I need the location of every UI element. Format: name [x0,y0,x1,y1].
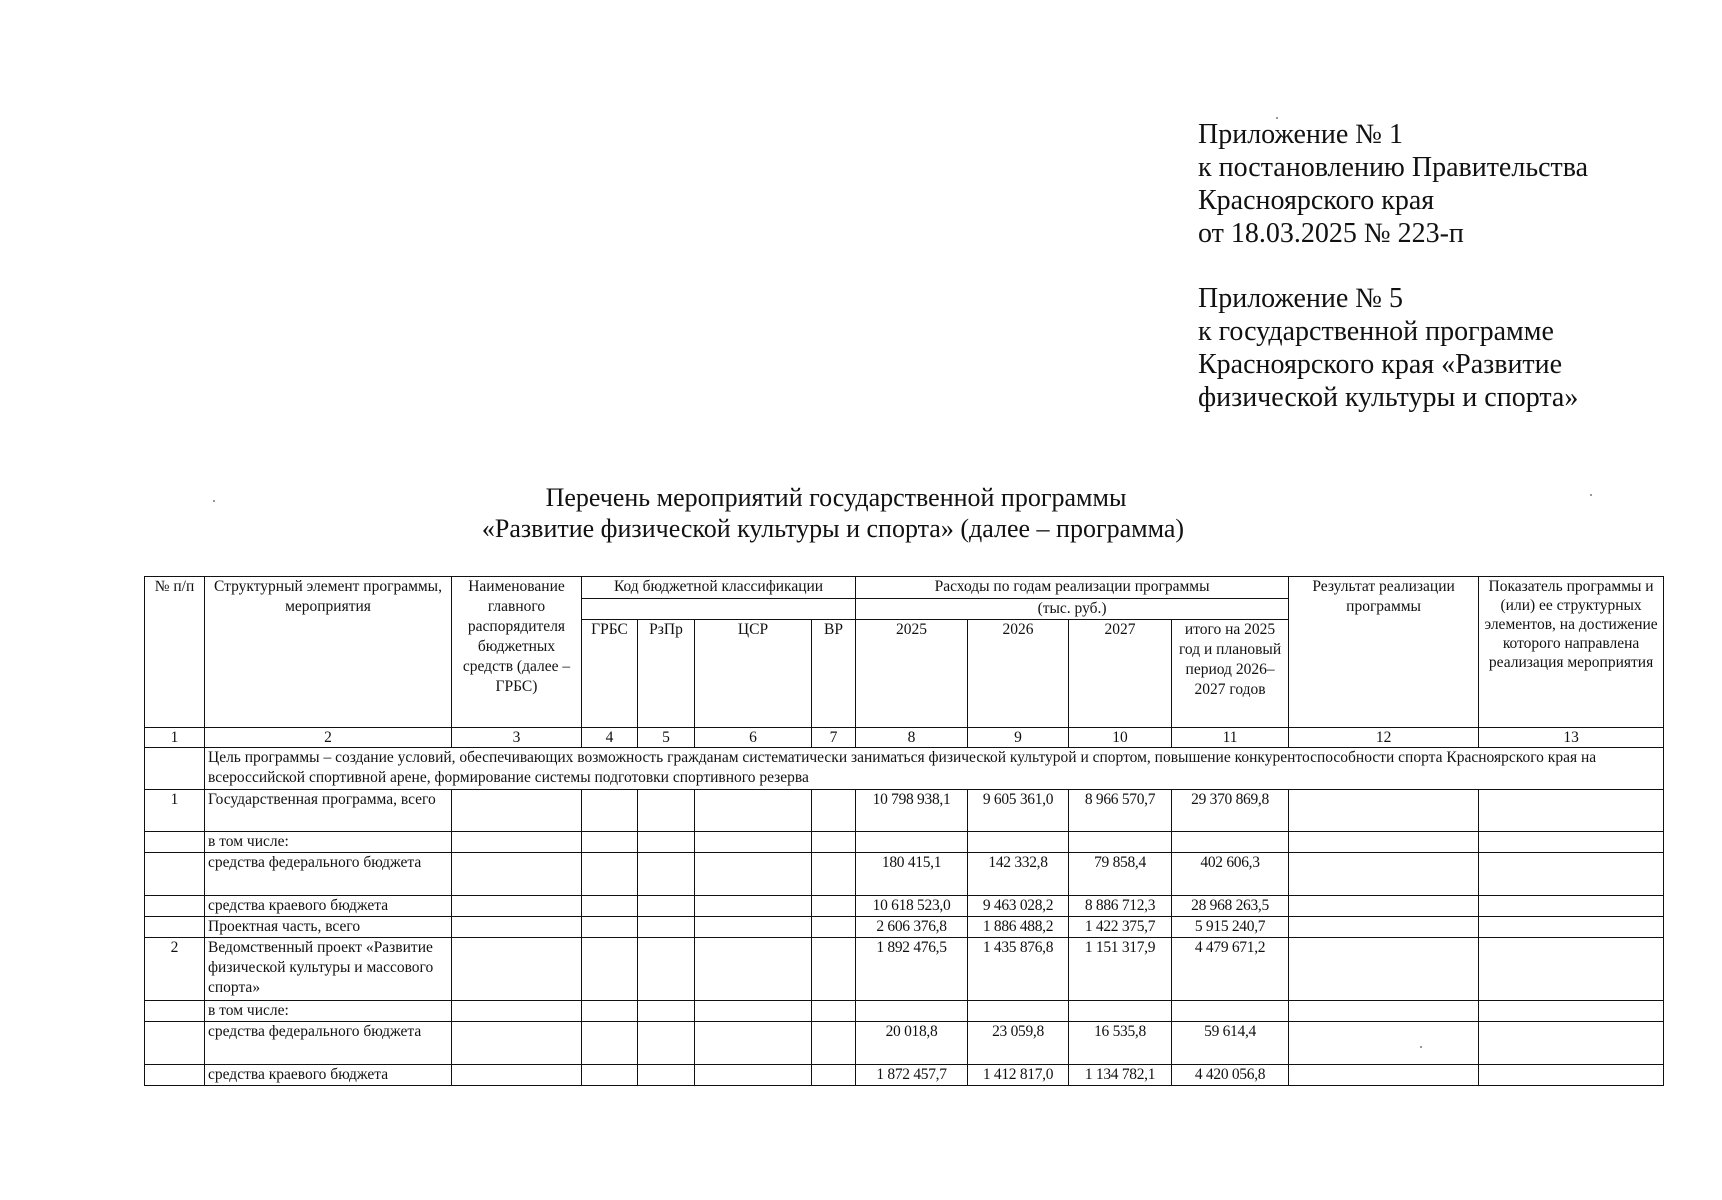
column-number: 9 [968,728,1069,748]
row-no [145,1065,205,1086]
value-2027 [1069,1001,1172,1022]
row-no: 1 [145,790,205,832]
activities-table [144,576,1664,1086]
value-2025: 1 892 476,5 [856,938,968,1001]
table-row [145,896,1664,917]
row-name: средства краевого бюджета [205,896,452,917]
header-grbs: ГРБС [582,620,638,728]
value-2026: 23 059,8 [968,1022,1069,1065]
appendix-1-header [1198,118,1588,250]
table-row [145,832,1664,853]
value-2025: 2 606 376,8 [856,917,968,938]
appendix-1-line: Приложение № 1 [1198,119,1403,150]
value-total: 4 479 671,2 [1172,938,1289,1001]
value-total: 29 370 869,8 [1172,790,1289,832]
column-number: 4 [582,728,638,748]
table-row [145,917,1664,938]
row-name: средства федерального бюджета [205,853,452,896]
row-no [145,1001,205,1022]
value-2025 [856,1001,968,1022]
value-2025: 1 872 457,7 [856,1065,968,1086]
header-expenses: Расходы по годам реализации программы [856,577,1289,599]
row-no: 2 [145,938,205,1001]
row-no [145,917,205,938]
value-2027: 8 966 570,7 [1069,790,1172,832]
row-name: средства федерального бюджета [205,1022,452,1065]
row-no [145,896,205,917]
value-2026 [968,1001,1069,1022]
value-2026: 9 605 361,0 [968,790,1069,832]
scan-speck [1590,494,1592,496]
appendix-5-line: Красноярского края «Развитие [1198,349,1563,380]
value-2025: 180 415,1 [856,853,968,896]
row-no [145,853,205,896]
row-name: в том числе: [205,832,452,853]
row-name: Проектная часть, всего [205,917,452,938]
header-indicator: Показатель программы и (или) ее структурных элементов, на достижение которого направлена реализация мероприятия [1479,577,1664,728]
column-numbers-row [145,728,1664,748]
value-2027: 8 886 712,3 [1069,896,1172,917]
column-number: 10 [1069,728,1172,748]
column-number: 13 [1479,728,1664,748]
value-total: 4 420 056,8 [1172,1065,1289,1086]
value-total [1172,1001,1289,1022]
header-element: Структурный элемент программы, мероприятия [205,577,452,728]
table-row [145,1022,1664,1065]
header-2025: 2025 [856,620,968,728]
value-2026 [968,832,1069,853]
header-result: Результат реализации программы [1289,577,1479,728]
scan-speck [213,500,215,502]
table-row [145,1001,1664,1022]
value-2027: 79 858,4 [1069,853,1172,896]
column-number: 12 [1289,728,1479,748]
table-row [145,790,1664,832]
value-total: 5 915 240,7 [1172,917,1289,938]
row-name: в том числе: [205,1001,452,1022]
header-2026: 2026 [968,620,1069,728]
document-title-line-2: «Развитие физической культуры и спорта» (далее – программа) [481,514,1185,543]
value-2027 [1069,832,1172,853]
value-2026: 142 332,8 [968,853,1069,896]
goal-row [145,748,1664,790]
header-total: итого на 2025 год и плановый период 2026–2027 годов [1172,620,1289,728]
column-number: 2 [205,728,452,748]
column-number: 7 [812,728,856,748]
table-row [145,1065,1664,1086]
column-number: 11 [1172,728,1289,748]
row-name: Государственная программа, всего [205,790,452,832]
program-goal: Цель программы – создание условий, обеспечивающих возможность гражданам систематически заниматься физической культурой и спортом, повышение конкурентоспособности спорта Красноярского края на всероссийской спортивной арене, формирование системы подготовки спортивного резерва [205,748,1664,790]
value-2026: 1 412 817,0 [968,1065,1069,1086]
appendix-1-line: Красноярского края [1198,185,1435,216]
value-2025: 10 798 938,1 [856,790,968,832]
value-total [1172,832,1289,853]
column-number: 1 [145,728,205,748]
header-grbs-name: Наименование главного распорядителя бюджетных средств (далее – ГРБС) [452,577,582,728]
header-csr: ЦСР [695,620,812,728]
header-2027: 2027 [1069,620,1172,728]
column-number: 5 [638,728,695,748]
row-name: Ведомственный проект «Развитие физической культуры и массового спорта» [205,938,452,1001]
scan-speck [1276,117,1278,119]
value-2027: 1 151 317,9 [1069,938,1172,1001]
value-2026: 1 886 488,2 [968,917,1069,938]
kbk-spacer [582,599,856,620]
column-number: 6 [695,728,812,748]
appendix-5-line: Приложение № 5 [1198,283,1403,314]
column-number: 8 [856,728,968,748]
appendix-1-line: к постановлению Правительства [1198,152,1589,183]
value-total: 402 606,3 [1172,853,1289,896]
row-name: средства краевого бюджета [205,1065,452,1086]
value-2026: 9 463 028,2 [968,896,1069,917]
row-no [145,1022,205,1065]
header-kbk: Код бюджетной классификации [582,577,856,599]
value-total: 59 614,4 [1172,1022,1289,1065]
appendix-5-line: физической культуры и спорта» [1198,382,1579,413]
value-2027: 1 134 782,1 [1069,1065,1172,1086]
column-number: 3 [452,728,582,748]
value-2025 [856,832,968,853]
value-2027: 16 535,8 [1069,1022,1172,1065]
document-title-line-1: Перечень мероприятий государственной программы [545,483,1127,512]
table-row [145,853,1664,896]
appendix-5-line: к государственной программе [1198,316,1554,347]
appendix-5-header [1198,282,1578,414]
value-2026: 1 435 876,8 [968,938,1069,1001]
header-rzpr: РзПр [638,620,695,728]
value-2025: 10 618 523,0 [856,896,968,917]
header-no: № п/п [145,577,205,728]
header-vr: ВР [812,620,856,728]
header-unit: (тыс. руб.) [856,599,1289,620]
row-no [145,832,205,853]
table-row [145,938,1664,1001]
appendix-1-line: от 18.03.2025 № 223-п [1198,218,1464,249]
value-2025: 20 018,8 [856,1022,968,1065]
value-total: 28 968 263,5 [1172,896,1289,917]
value-2027: 1 422 375,7 [1069,917,1172,938]
